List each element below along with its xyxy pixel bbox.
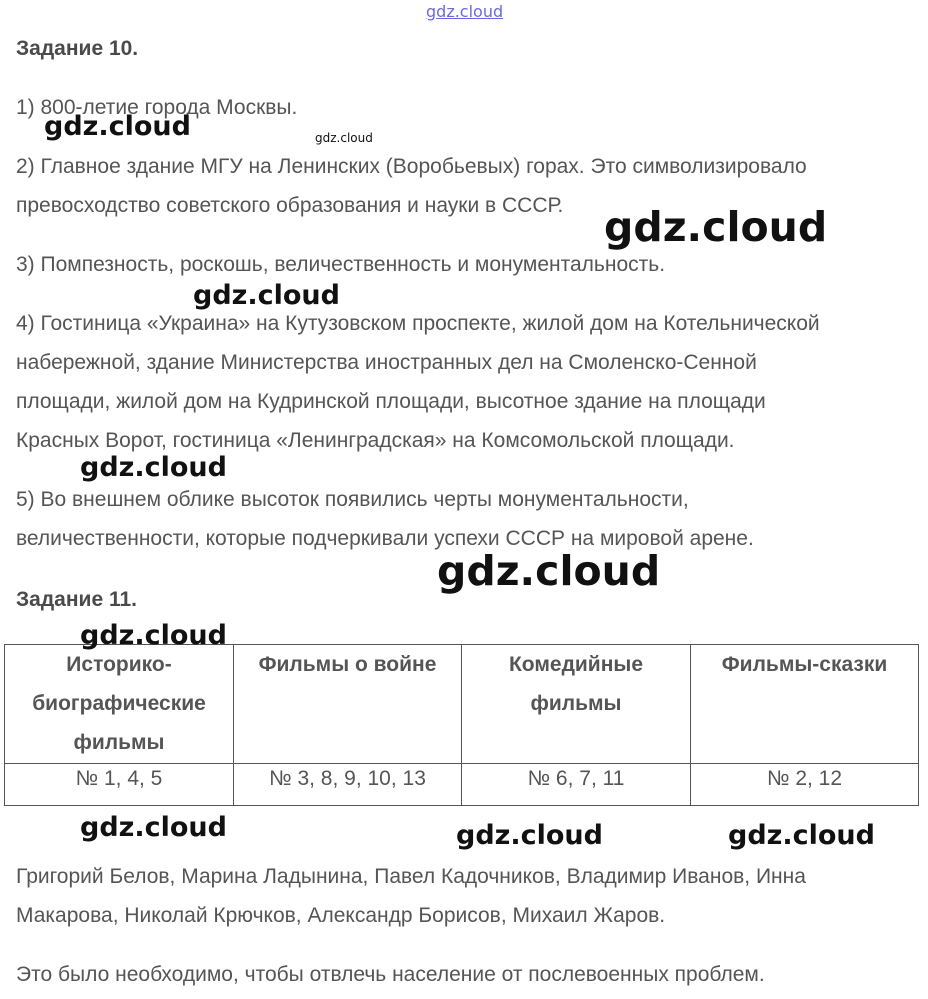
answer-line: 3) Помпезность, роскошь, величественность и монументальность. <box>16 253 666 276</box>
header-line: биографические <box>32 692 206 715</box>
watermark: gdz.cloud <box>728 820 875 851</box>
header-line: Фильмы о войне <box>258 653 437 676</box>
task-10-answer-3 <box>16 245 665 284</box>
table-cell: № 3, 8, 9, 10, 13 <box>234 764 462 806</box>
task-10-answer-4 <box>16 304 820 460</box>
table-header-row <box>5 645 919 764</box>
header-line: Фильмы-сказки <box>721 653 888 676</box>
header-line: фильмы <box>73 731 165 754</box>
table-cell: № 1, 4, 5 <box>5 764 234 806</box>
header-line: Комедийные <box>508 653 644 676</box>
answer-line: превосходство советского образования и науки в СССР. <box>16 194 564 217</box>
answer-line: площади, жилой дом на Кудринской площади, высотное здание на площади <box>16 390 766 413</box>
table-header-war <box>234 645 462 764</box>
actors-line: Макарова, Николай Крючков, Александр Борисов, Михаил Жаров. <box>16 904 666 927</box>
conclusion-paragraph: Это было необходимо, чтобы отвлечь население от послевоенных проблем. <box>16 963 765 986</box>
answer-line: 2) Главное здание МГУ на Ленинских (Воробьевых) горах. Это символизировало <box>16 155 807 178</box>
header-line: фильмы <box>530 692 622 715</box>
film-genres-table <box>4 644 919 806</box>
table-header-historical <box>5 645 234 764</box>
answer-line: 5) Во внешнем облике высоток появились черты монументальности, <box>16 488 689 511</box>
answer-line: Красных Ворот, гостиница «Ленинградская» на Комсомольской площади. <box>16 429 735 452</box>
table-cell: № 6, 7, 11 <box>462 764 691 806</box>
answer-line: 4) Гостиница «Украина» на Кутузовском проспекте, жилой дом на Котельнической <box>16 312 820 335</box>
watermark-link[interactable]: gdz.cloud <box>426 2 504 21</box>
header-line: Историко- <box>66 653 172 676</box>
task-10-heading: Задание 10. <box>16 37 139 60</box>
answer-line: набережной, здание Министерства иностранных дел на Смоленско-Сенной <box>16 351 757 374</box>
actors-line: Григорий Белов, Марина Ладынина, Павел Кадочников, Владимир Иванов, Инна <box>16 865 806 888</box>
actors-paragraph <box>16 857 806 935</box>
table-header-fairytale <box>691 645 919 764</box>
watermark: gdz.cloud <box>456 820 603 851</box>
table-header-comedy <box>462 645 691 764</box>
answer-line: 1) 800-летие города Москвы. <box>16 96 298 119</box>
table-cell: № 2, 12 <box>691 764 919 806</box>
watermark: gdz.cloud <box>437 547 661 595</box>
answer-line: величественности, которые подчеркивали успехи СССР на мировой арене. <box>16 527 754 550</box>
watermark: gdz.cloud <box>193 280 340 311</box>
watermark: gdz.cloud <box>80 452 227 483</box>
watermark: gdz.cloud <box>80 620 227 651</box>
task-11-heading: Задание 11. <box>16 588 137 611</box>
watermark: gdz.cloud <box>44 111 191 142</box>
watermark: gdz.cloud <box>604 203 828 251</box>
table-row <box>5 764 919 806</box>
watermark: gdz.cloud <box>80 812 227 843</box>
watermark: gdz.cloud <box>315 131 373 145</box>
